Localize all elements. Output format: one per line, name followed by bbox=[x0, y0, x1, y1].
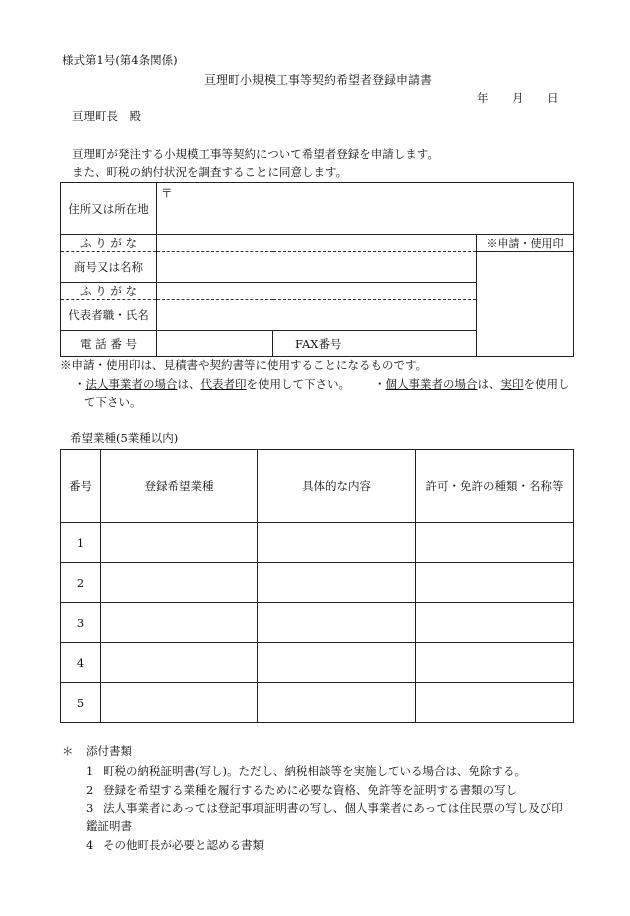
representative-field[interactable] bbox=[157, 300, 477, 331]
attachment-num-3: 3 bbox=[86, 801, 94, 815]
seal-note-continued: て下さい。 bbox=[84, 395, 142, 409]
attachment-num-2: 2 bbox=[86, 783, 94, 797]
representative-furigana-field[interactable] bbox=[157, 283, 477, 300]
row-number: 1 bbox=[61, 523, 101, 563]
business-name-field[interactable] bbox=[157, 252, 477, 283]
addressee: 亘理町長 殿 bbox=[72, 109, 141, 123]
attachments-mark: ＊ bbox=[62, 744, 74, 758]
row-number: 3 bbox=[61, 603, 101, 643]
attachment-text-3: 法人事業者にあっては登記事項証明書の写し、個人事業者にあっては住民票の写し及び印 bbox=[103, 801, 563, 815]
business-type-cell[interactable] bbox=[101, 563, 258, 603]
license-cell[interactable] bbox=[416, 683, 574, 723]
intro-line-2: また、町税の納付状況を調査することに同意します。 bbox=[72, 165, 348, 179]
license-cell[interactable] bbox=[416, 603, 574, 643]
address-label: 住所又は所在地 bbox=[61, 183, 157, 235]
address-field[interactable] bbox=[157, 183, 574, 235]
form-number: 様式第1号(第4条関係) bbox=[62, 53, 178, 67]
table-row bbox=[61, 683, 574, 723]
business-name-furigana-field[interactable] bbox=[157, 235, 477, 252]
business-types-table bbox=[60, 449, 574, 723]
phone-field[interactable] bbox=[157, 331, 273, 357]
document-title: 亘理町小規模工事等契約希望者登録申請書 bbox=[204, 73, 433, 87]
details-cell[interactable] bbox=[258, 523, 416, 563]
intro-line-1: 亘理町が発注する小規模工事等契約について希望者登録を申請します。 bbox=[72, 147, 439, 161]
representative-label: 代表者職・氏名 bbox=[61, 300, 157, 331]
seal-label: ※申請・使用印 bbox=[477, 235, 574, 252]
header-business-type: 登録希望業種 bbox=[101, 450, 258, 523]
attachment-num-4: 4 bbox=[86, 838, 94, 852]
date-year: 年 bbox=[477, 91, 489, 105]
attachment-text-3-cont: 鑑証明書 bbox=[86, 819, 132, 833]
furigana-label-2: ふ り が な bbox=[61, 283, 157, 300]
attachment-text-4: その他町長が必要と認める書類 bbox=[103, 838, 264, 852]
fax-label: FAX番号 bbox=[295, 336, 342, 351]
fax-cell[interactable] bbox=[273, 331, 477, 357]
license-cell[interactable] bbox=[416, 523, 574, 563]
details-cell[interactable] bbox=[258, 683, 416, 723]
row-number: 5 bbox=[61, 683, 101, 723]
header-number: 番号 bbox=[61, 450, 101, 523]
details-cell[interactable] bbox=[258, 563, 416, 603]
date-day: 日 bbox=[547, 91, 559, 105]
business-type-cell[interactable] bbox=[101, 523, 258, 563]
date-month: 月 bbox=[512, 91, 524, 105]
business-name-label: 商号又は名称 bbox=[61, 252, 157, 283]
business-type-cell[interactable] bbox=[101, 643, 258, 683]
seal-note-corporate: ・法人事業者の場合は、代表者印を使用して下さい。 bbox=[74, 377, 350, 391]
seal-note-individual: ・個人事業者の場合は、実印を使用し bbox=[374, 377, 570, 391]
row-number: 4 bbox=[61, 643, 101, 683]
furigana-label-1: ふ り が な bbox=[61, 235, 157, 252]
attachment-text-1: 町税の納税証明書(写し)。ただし、納税相談等を実施している場合は、免除する。 bbox=[103, 764, 526, 778]
table-row bbox=[61, 643, 574, 683]
table-row bbox=[61, 523, 574, 563]
row-number: 2 bbox=[61, 563, 101, 603]
seal-box[interactable] bbox=[477, 252, 574, 357]
business-types-caption: 希望業種(5業種以内) bbox=[70, 431, 179, 445]
details-cell[interactable] bbox=[258, 643, 416, 683]
postal-mark: 〒 bbox=[161, 186, 173, 200]
table-row bbox=[61, 563, 574, 603]
header-details: 具体的な内容 bbox=[258, 450, 416, 523]
business-type-cell[interactable] bbox=[101, 603, 258, 643]
attachments-title: 添付書類 bbox=[86, 744, 132, 758]
header-license: 許可・免許の種類・名称等 bbox=[416, 450, 574, 523]
table-row bbox=[61, 603, 574, 643]
attachment-num-1: 1 bbox=[86, 764, 94, 778]
attachment-text-2: 登録を希望する業種を履行するために必要な資格、免許等を証明する書類の写し bbox=[103, 783, 517, 797]
phone-label: 電 話 番 号 bbox=[61, 331, 157, 357]
seal-note: ※申請・使用印は、見積書や契約書等に使用することになるものです。 bbox=[60, 358, 428, 372]
details-cell[interactable] bbox=[258, 603, 416, 643]
applicant-table bbox=[60, 182, 574, 357]
license-cell[interactable] bbox=[416, 643, 574, 683]
license-cell[interactable] bbox=[416, 563, 574, 603]
business-type-cell[interactable] bbox=[101, 683, 258, 723]
